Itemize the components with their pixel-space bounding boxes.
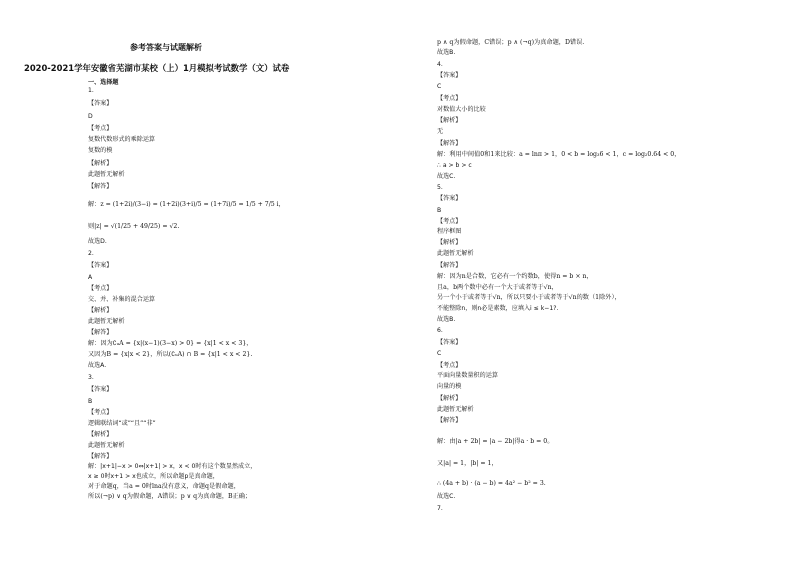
- text-line: 复数代数形式的乘除运算: [88, 136, 156, 143]
- text-line: 故选B.: [437, 316, 456, 323]
- document-title: 2020-2021学年安徽省芜湖市某校（上）1月模拟考试数学（文）试卷: [24, 63, 290, 73]
- text-line: 平面向量数量积的运算: [437, 372, 498, 379]
- text-line: 且a，b两个数中必有一个大于或者等于√n，: [437, 284, 558, 291]
- text-line: 【考点】: [88, 125, 113, 132]
- text-line: 故选C.: [437, 173, 456, 180]
- text-line: 【解析】: [437, 239, 462, 246]
- text-line: 逻辑联结词“或”“且”“非”: [88, 420, 156, 427]
- text-line: C: [437, 83, 442, 90]
- text-line: 又|a| = 1，|b| = 1，: [437, 460, 498, 467]
- text-line: 【解答】: [88, 183, 113, 190]
- text-line: 对数值大小的比较: [437, 106, 486, 113]
- text-line: 【答案】: [437, 339, 462, 346]
- text-line: 3.: [88, 374, 94, 381]
- text-line: 【解答】: [437, 417, 462, 424]
- text-line: D: [88, 113, 93, 120]
- text-line: 6.: [437, 327, 443, 334]
- text-line: 【考点】: [88, 409, 113, 416]
- text-line: 故选B.: [437, 49, 456, 56]
- text-line: 【解析】: [437, 395, 462, 402]
- text-line: 【考点】: [437, 218, 462, 225]
- text-line: 此题暂无解析: [437, 250, 474, 257]
- text-line: 此题暂无解析: [88, 171, 125, 178]
- text-line: 【答案】: [437, 72, 462, 79]
- text-line: 又因为B = {x|x < 2}，所以(∁ᵤA) ∩ B = {x|1 < x < 2}.: [88, 351, 253, 358]
- text-line: C: [437, 350, 442, 357]
- text-line: 此题暂无解析: [88, 318, 125, 325]
- text-line: 交、并、补集的混合运算: [88, 296, 156, 303]
- text-line: 【答案】: [88, 262, 113, 269]
- text-line: ∴ a > b > c: [437, 162, 472, 169]
- text-line: 解：因为n是合数，它必有一个约数b，使得n = b × n，: [437, 273, 593, 280]
- text-line: 5.: [437, 184, 443, 191]
- text-line: p ∧ q为假命题，C错误；p ∧ (¬q)为真命题，D错误.: [437, 39, 585, 46]
- text-line: 无: [437, 128, 444, 135]
- text-line: 【答案】: [88, 386, 113, 393]
- text-line: 【解析】: [88, 307, 113, 314]
- text-line: 解：利用中间值0和1来比较：a = lnπ > 1，0 < b = log₃6 < 1，c = log₂0.64 < 0，: [437, 151, 681, 158]
- text-line: 对于命题q，当a = 0时lna没有意义，命题q是假命题，: [88, 483, 240, 490]
- text-line: 故选A.: [88, 362, 107, 369]
- text-line: 【解答】: [88, 453, 113, 460]
- text-line: 向量的模: [437, 383, 462, 390]
- text-line: 则|z| = √(1/25 + 49/25) = √2.: [88, 223, 180, 230]
- text-line: 【考点】: [437, 362, 462, 369]
- text-line: 另一个小于或者等于√n，所以只要小于或者等于√n的数（1除外），: [437, 294, 621, 301]
- text-line: 复数的模: [88, 147, 113, 154]
- text-line: 4.: [437, 61, 443, 68]
- text-line: 【解答】: [88, 329, 113, 336]
- text-line: 解：|x+1|−x > 0⇔|x+1| > x，x < 0时有这个数显然成立，: [88, 463, 257, 470]
- text-line: 故选C.: [437, 493, 456, 500]
- text-line: 解：由|a + 2b| = |a − 2b|得a · b = 0。: [437, 438, 554, 445]
- document-heading: 参考答案与试题解析: [130, 43, 202, 52]
- text-line: 【解析】: [437, 117, 462, 124]
- text-line: B: [88, 398, 93, 405]
- text-line: 所以(¬p) ∨ q为假命题，A错误；p ∨ q为真命题，B正确；: [88, 493, 252, 500]
- text-line: 【解答】: [437, 262, 462, 269]
- text-line: B: [437, 207, 442, 214]
- text-line: 【解析】: [88, 160, 113, 167]
- text-line: 故选D.: [88, 238, 107, 245]
- text-line: 此题暂无解析: [437, 406, 474, 413]
- text-line: 解：因为∁ᵤA = {x|(x−1)(3−x) > 0} = {x|1 < x < 3}，: [88, 340, 253, 347]
- text-line: 此题暂无解析: [88, 442, 125, 449]
- text-line: 解：z = (1+2i)/(3−i) = (1+2i)(3+i)/5 = (1+7i)/5 = 1/5 + 7/5 i，: [88, 201, 285, 208]
- text-line: ∴ (4a + b) · (a − b) = 4a² − b² = 3.: [437, 480, 546, 487]
- section-heading: 一、选择题: [88, 79, 119, 86]
- text-line: 【解析】: [88, 431, 113, 438]
- text-line: 【解答】: [437, 140, 462, 147]
- text-line: 程序框图: [437, 228, 462, 235]
- text-line: 不能整除n，则n必是素数，应填入i ≤ k−1?.: [437, 305, 559, 312]
- text-line: x ≥ 0时x+1 > x也成立，所以命题p是真命题，: [88, 473, 219, 480]
- text-line: A: [88, 274, 93, 281]
- text-line: 【考点】: [88, 285, 113, 292]
- text-line: 【答案】: [437, 195, 462, 202]
- text-line: 【考点】: [437, 95, 462, 102]
- text-line: 1.: [88, 87, 94, 94]
- text-line: 【答案】: [88, 100, 113, 107]
- text-line: 7.: [437, 505, 443, 512]
- text-line: 2.: [88, 250, 94, 257]
